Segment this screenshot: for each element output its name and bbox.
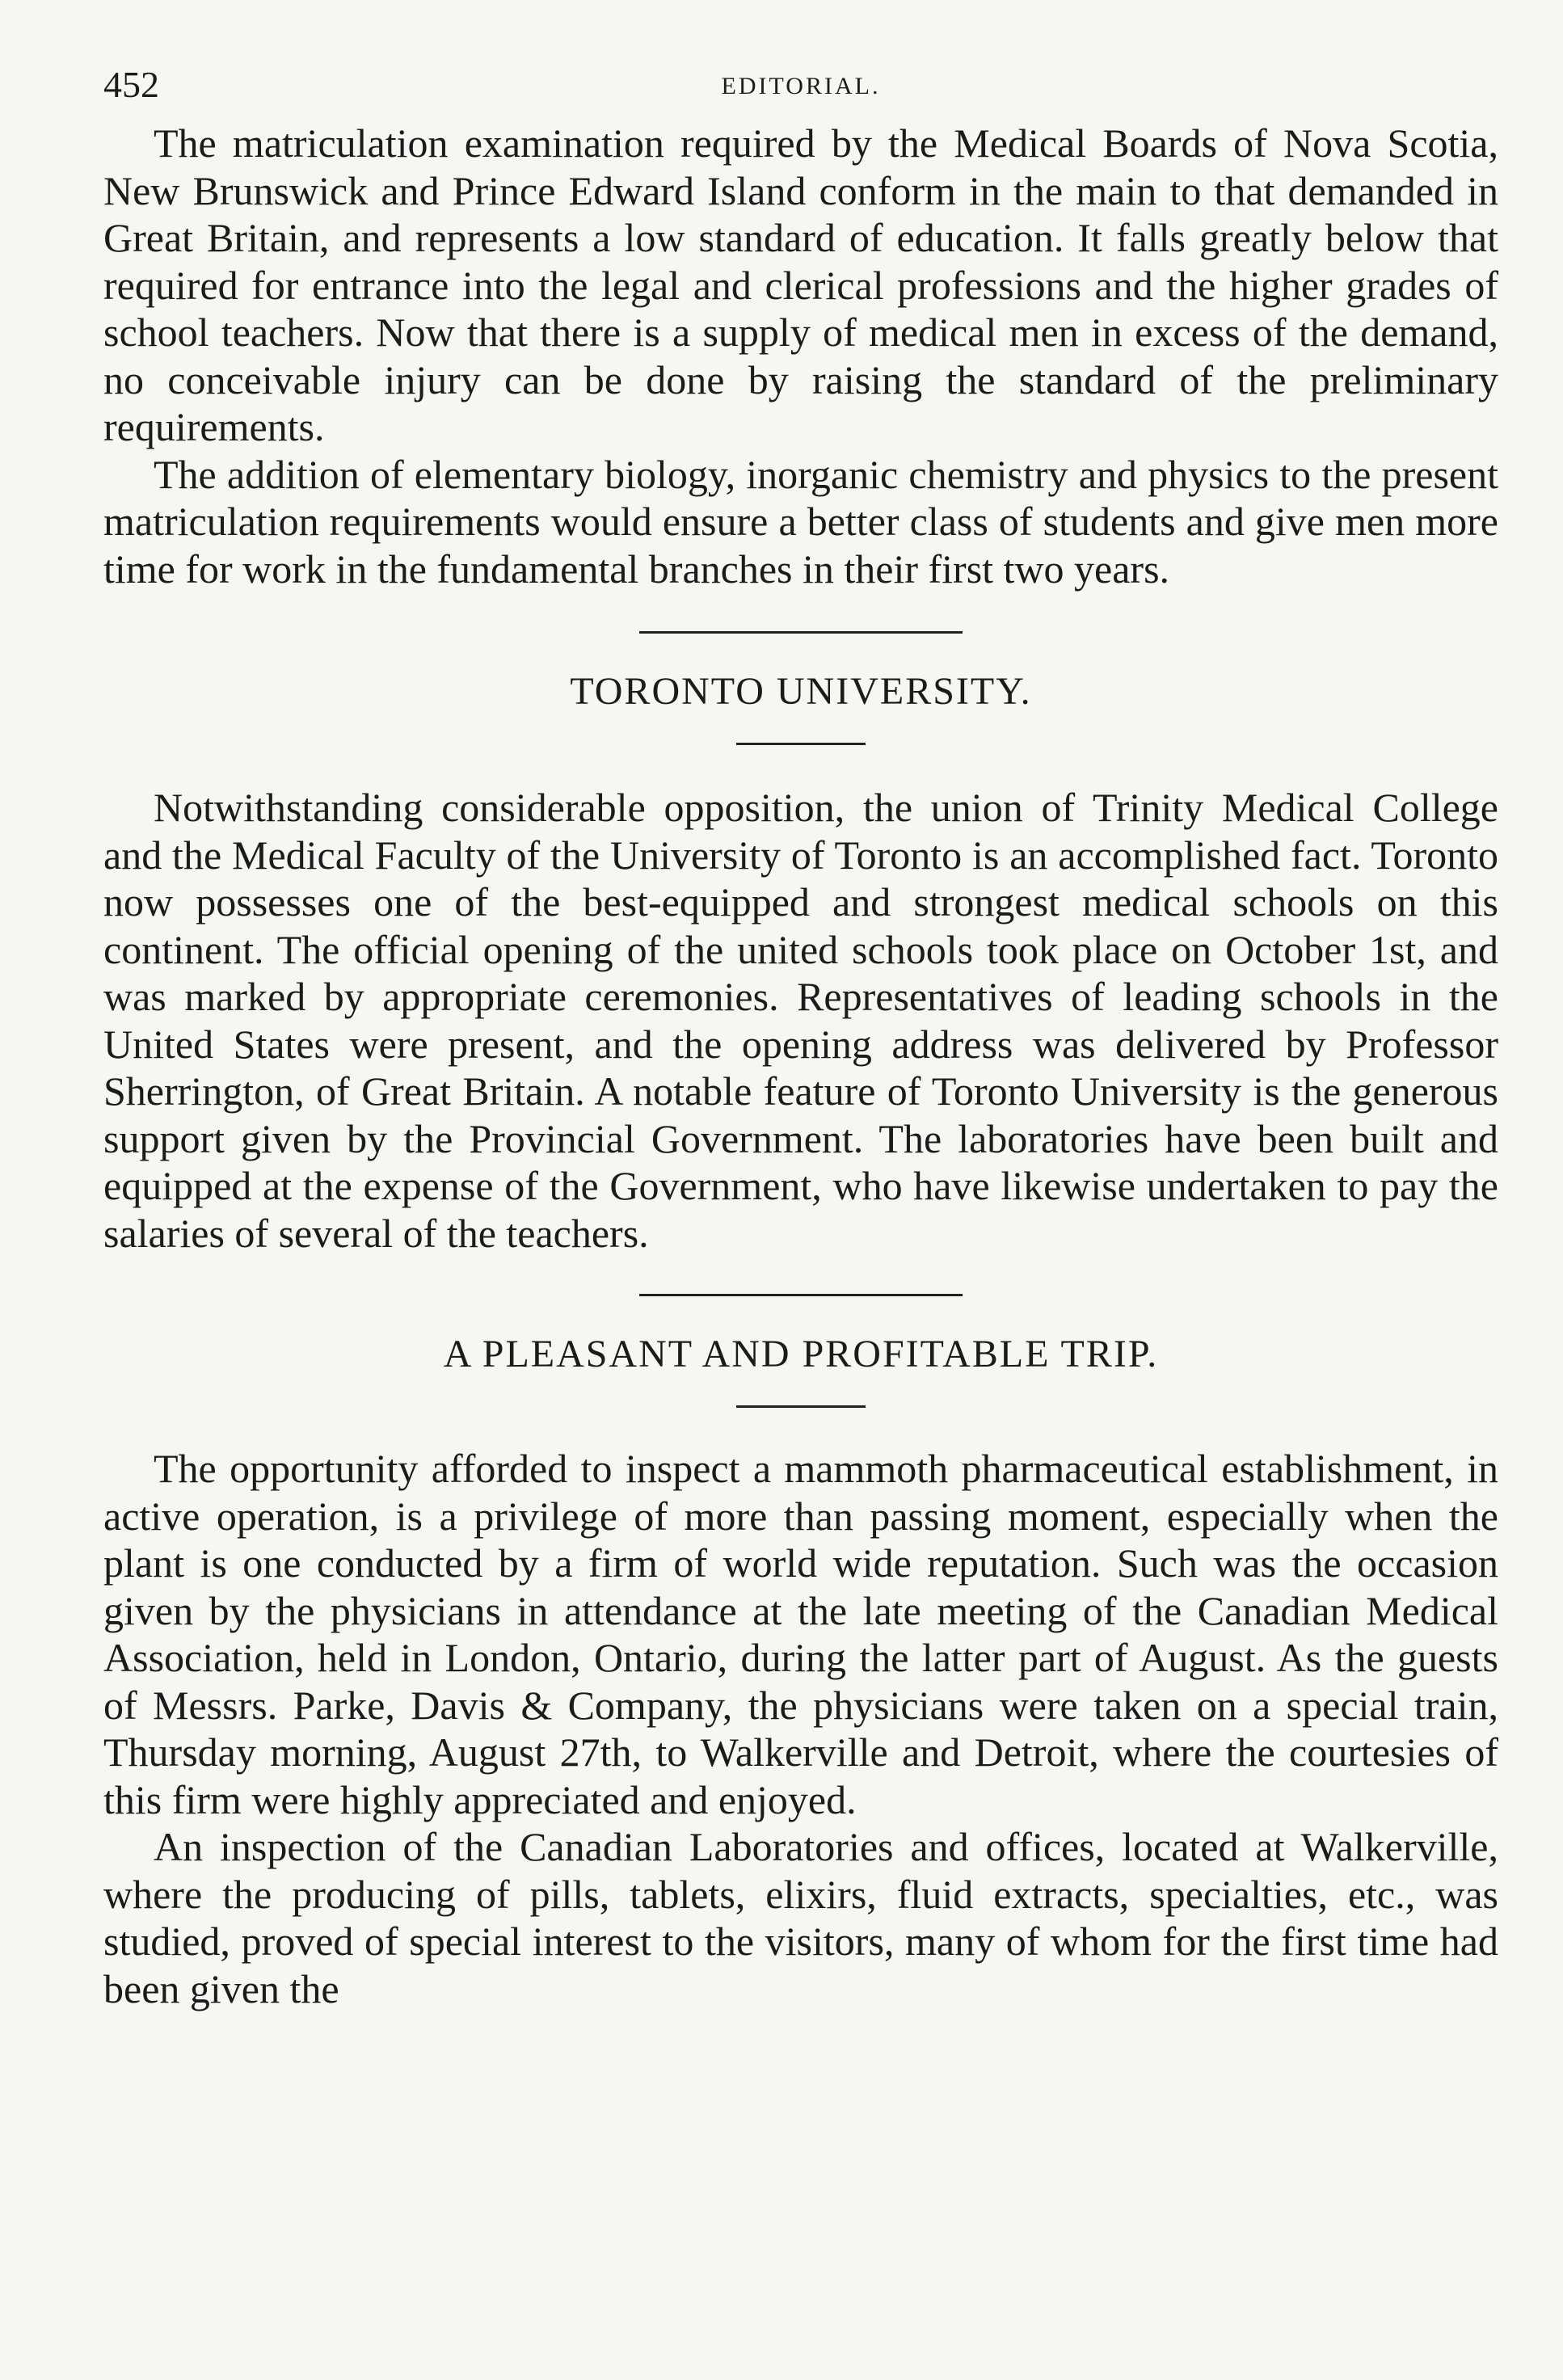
running-head (103, 63, 1498, 120)
page-number: 452 (103, 64, 159, 105)
section-title: TORONTO UNIVERSITY. (570, 670, 1032, 713)
paragraph: Notwithstanding considerable opposition, the union of Trinity Medical College and the Medical Faculty of the University of Toronto is an accomplished fact. Toronto now possesses one of the best-equipped and strongest medical schools on this continent. The official opening of the united schools took place on October 1st, and was marked by appropriate ceremonies. Representatives of leading schools in the United States were present, and the opening address was delivered by Professor Sherrington, of Great Britain. A notable feature of Toronto University is the generous support given by the Provincial Government. The laboratories have been built and equipped at the expense of the Government, who have likewise undertaken to pay the salaries of several of the teachers. (103, 785, 1498, 1256)
paragraph: The opportunity afforded to inspect a mammoth pharmaceutical establishment, in active operation, is a privilege of more than passing moment, especially when the plant is one conducted by a firm of world wide reputation. Such was the occasion given by the physicians in attendance at the late meeting of the Canadian Medical Association, held in London, Ontario, during the latter part of August. As the guests of Messrs. Parke, Davis & Company, the physicians were taken on a special train, Thursday morning, August 27th, to Walkerville and Detroit, where the courtesies of this firm were highly appreciated and enjoyed. (103, 1446, 1498, 1822)
editorial-intro (103, 120, 1498, 592)
paragraph: The addition of elementary biology, inorganic chemistry and physics to the present matriculation requirements would ensure a better class of students and give men more time for work in the fundamental branches in their first two years. (103, 451, 1498, 592)
paragraph: The matriculation examination required by the Medical Boards of Nova Scotia, New Brunswick and Prince Edward Island conform in the main to that demanded in Great Britain, and represents a low standard of education. It falls greatly below that required for entrance into the legal and clerical professions and the higher grades of school teachers. Now that there is a supply of medical men in excess of the demand, no conceivable injury can be done by raising the standard of the preliminary requirements. (103, 120, 1498, 449)
section-divider (639, 1294, 963, 1296)
title-underline (736, 743, 866, 745)
running-title: EDITORIAL. (721, 73, 881, 99)
section-title: A PLEASANT AND PROFITABLE TRIP. (443, 1333, 1159, 1375)
paragraph: An inspection of the Canadian Laboratories and offices, located at Walkerville, where the producing of pills, tablets, elixirs, fluid extracts, specialties, etc., was studied, proved of special interest to the visitors, many of whom for the first time had been given the (103, 1824, 1498, 2011)
section-pleasant-trip (103, 1294, 1498, 2012)
section-toronto-university (103, 631, 1498, 1257)
section-divider (639, 631, 963, 634)
title-underline (736, 1405, 866, 1408)
